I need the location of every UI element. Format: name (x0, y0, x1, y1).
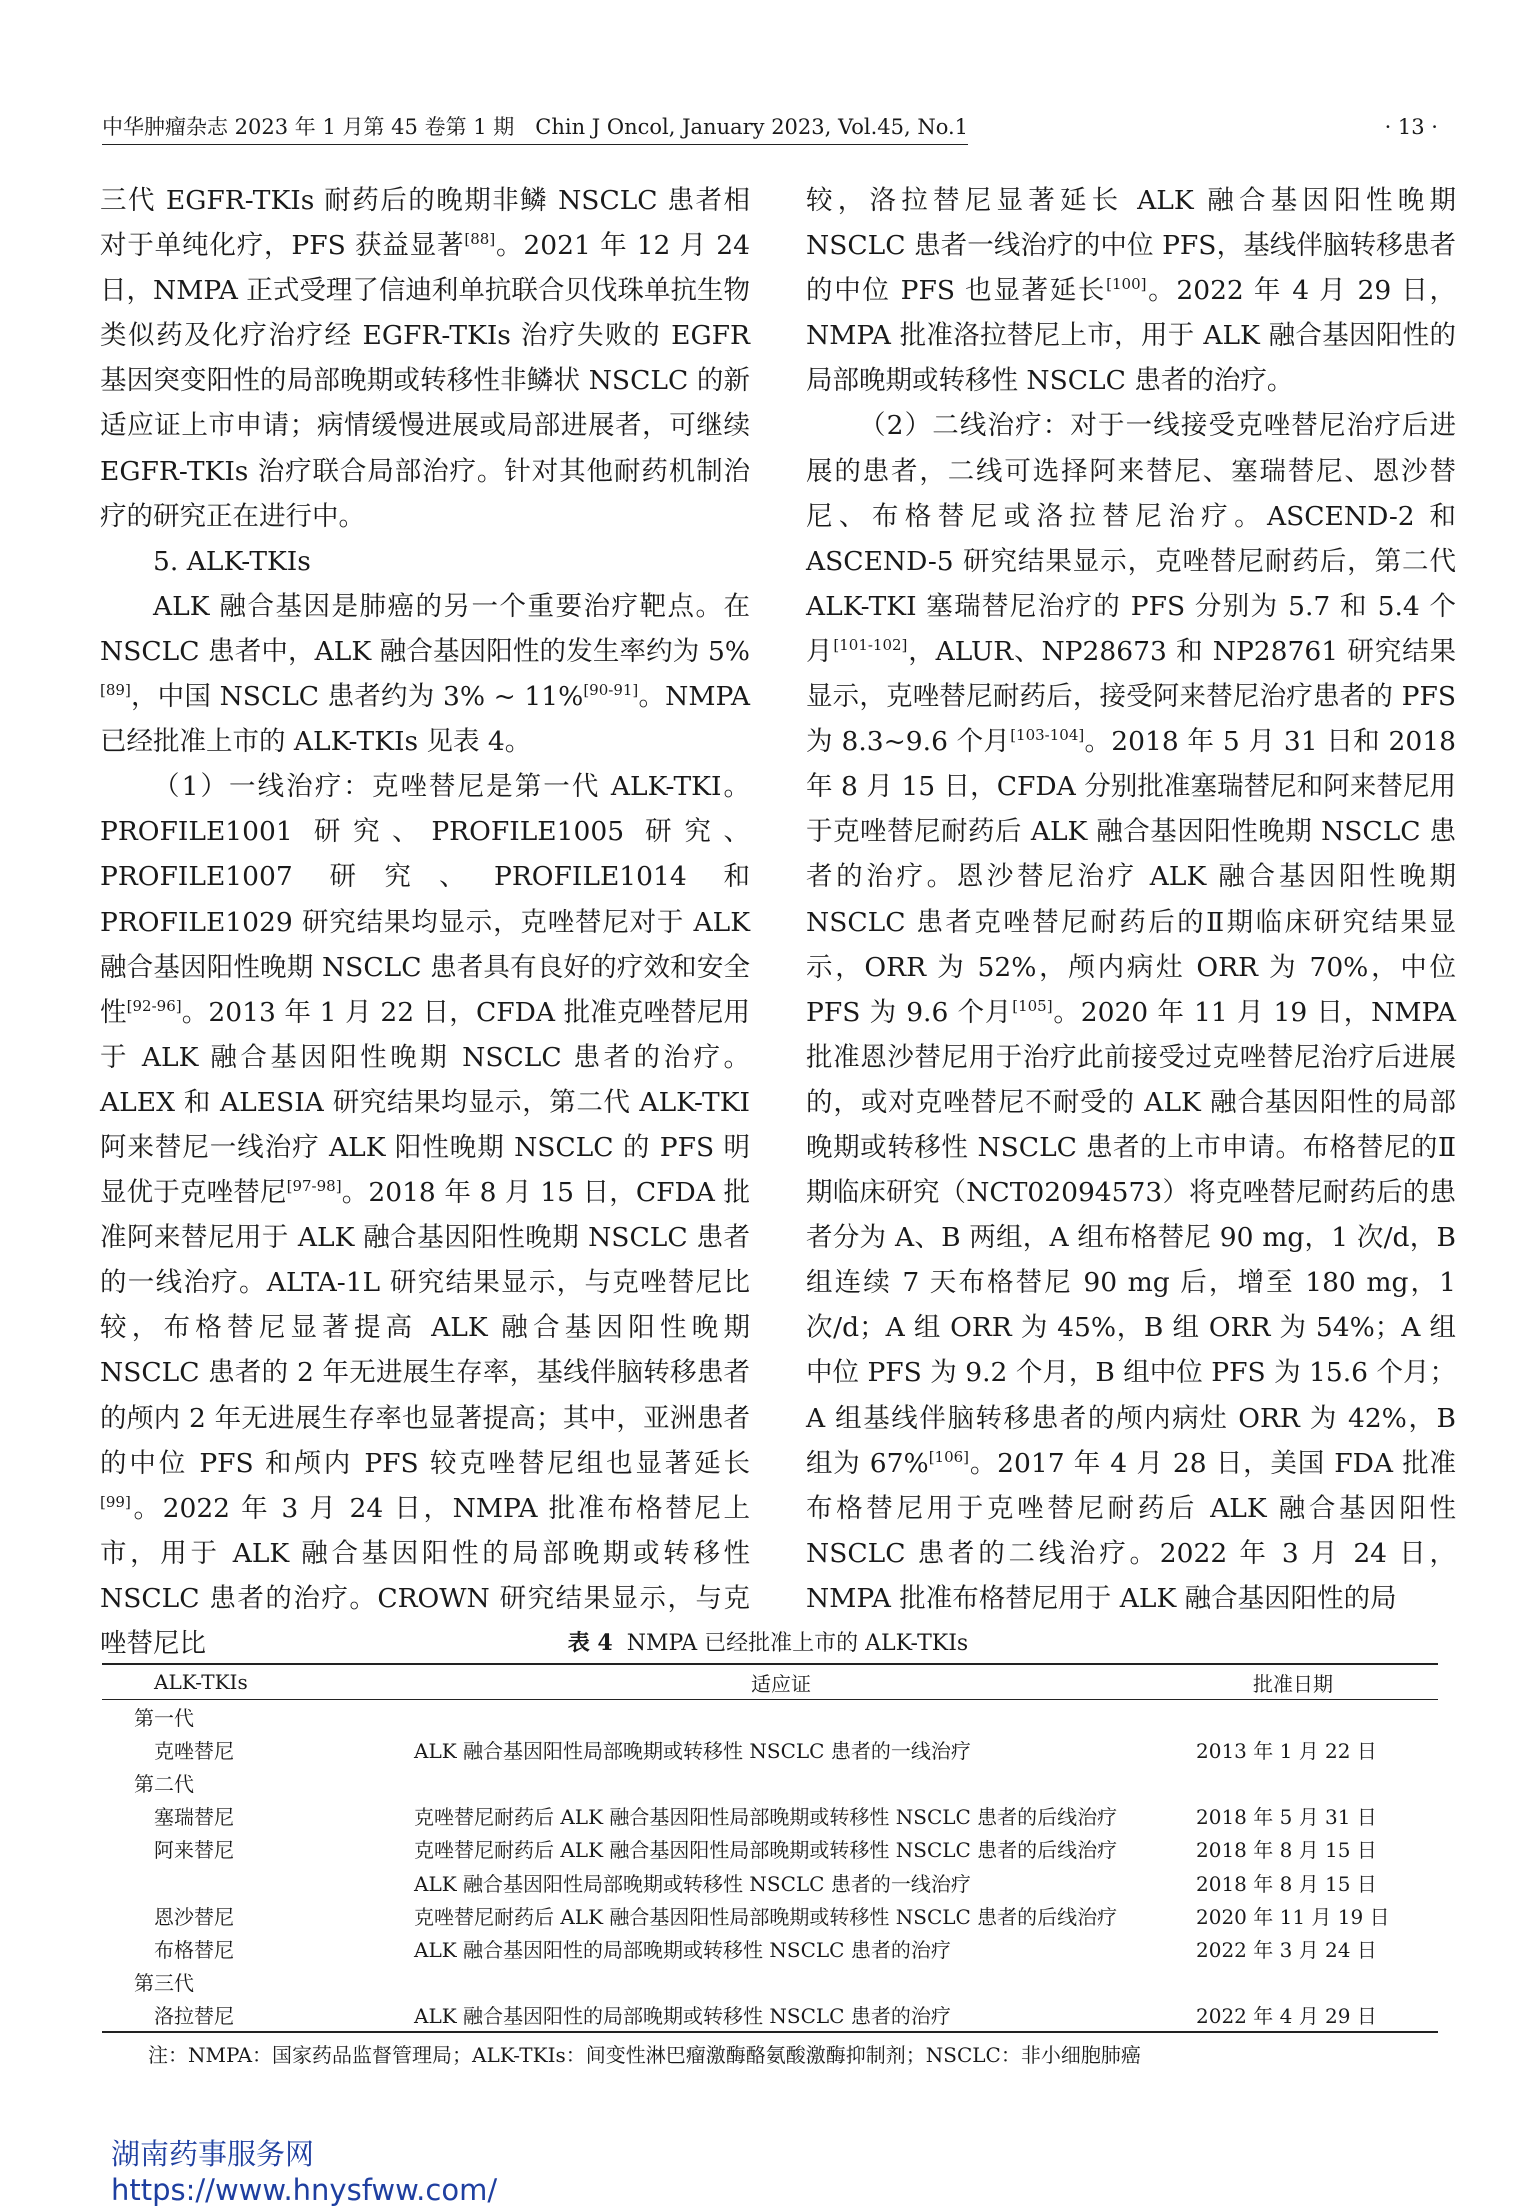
citation: [100] (1106, 275, 1147, 294)
drug-name: 克唑替尼 (154, 1739, 234, 1764)
drug-name: 洛拉替尼 (102, 1998, 414, 2032)
drug-name: 布格替尼 (154, 1937, 234, 1962)
citation: [90-91] (583, 681, 639, 700)
table-row (102, 1899, 1438, 1932)
generation-label: 第三代 (134, 1970, 194, 1995)
alk-tki-table (102, 1663, 1438, 2033)
citation: [88] (464, 230, 496, 249)
paragraph: ALK 融合基因是肺癌的另一个重要治疗靶点。在 NSCLC 患者中，ALK 融合基因阳性的发生率约为 5%[89]，中国 NSCLC 患者约为 3% ~ 11%[90-91]。NMPA 已经批准上市的 ALK-TKIs 见表 4。 (100, 590, 750, 758)
indication: ALK 融合基因阳性的局部晚期或转移性 NSCLC 患者的治疗 (414, 1937, 951, 1962)
indication: ALK 融合基因阳性局部晚期或转移性 NSCLC 患者的一线治疗 (414, 1871, 971, 1896)
section-heading: 5. ALK-TKIs (153, 545, 311, 577)
generation-label: 第一代 (134, 1706, 194, 1731)
drug-name: 恩沙替尼 (154, 1904, 234, 1929)
column-header: 适应证 (414, 1664, 1148, 1700)
table-label: 表 4 (567, 1630, 613, 1656)
drug-name: 塞瑞替尼 (154, 1805, 234, 1830)
table-footnote: 注：NMPA：国家药品监督管理局；ALK-TKIs：间变性淋巴瘤激酶酪氨酸激酶抑制剂；NSCLC：非小细胞肺癌 (148, 2043, 1141, 2067)
citation: [99] (100, 1492, 131, 1511)
approval-date: 2018 年 8 月 15 日 (1196, 1838, 1377, 1863)
watermark-url[interactable]: https://www.hnysfww.com/ (111, 2173, 498, 2207)
table-row (102, 1766, 1438, 1799)
generation-label: 第二代 (134, 1772, 194, 1797)
table-row (102, 1932, 1438, 1965)
citation: [101-102] (833, 636, 908, 655)
citation: [89] (100, 681, 131, 700)
citation: [92-96] (126, 996, 182, 1015)
watermark-site-name: 湖南药事服务网 (111, 2137, 315, 2171)
indication: ALK 融合基因阳性局部晚期或转移性 NSCLC 患者的一线治疗 (414, 1739, 971, 1764)
table-title: NMPA 已经批准上市的 ALK-TKIs (626, 1631, 969, 1656)
indication: 克唑替尼耐药后 ALK 融合基因阳性局部晚期或转移性 NSCLC 患者的后线治疗 (414, 1904, 1118, 1929)
citation: [103-104] (1010, 726, 1085, 745)
citation: [105] (1012, 996, 1053, 1015)
indication: 克唑替尼耐药后 ALK 融合基因阳性局部晚期或转移性 NSCLC 患者的后线治疗 (414, 1838, 1118, 1863)
table-header-row (102, 1664, 1438, 1700)
citation: [97-98] (286, 1177, 342, 1196)
table-row (102, 1865, 1438, 1898)
approval-date: 2022 年 4 月 29 日 (1148, 1998, 1438, 2032)
approval-date: 2018 年 8 月 15 日 (1196, 1871, 1377, 1896)
left-column (100, 178, 750, 1666)
paragraph: 三代 EGFR-TKIs 耐药后的晚期非鳞 NSCLC 患者相对于单纯化疗，PFS 获益显著[88]。2021 年 12 月 24 日，NMPA 正式受理了信迪利单抗联合贝伐珠单抗生物类似药及化疗治疗经 EGFR-TKIs 治疗失败的 EGFR 基因突变阳性的局部晚期或转移性非鳞状 NSCLC 的新适应证上市申请；病情缓慢进展或局部进展者，可继续 EGFR-TKIs 治疗联合局部治疗。针对其他耐药机制治疗的研究正在进行中。 (100, 185, 751, 532)
table-caption (0, 1628, 1536, 1659)
approval-date: 2020 年 11 月 19 日 (1196, 1904, 1390, 1929)
column-header: 批准日期 (1148, 1664, 1438, 1700)
table-row (102, 1799, 1438, 1832)
paragraph: （1）一线治疗：克唑替尼是第一代 ALK-TKI。PROFILE1001 研究、PROFILE1005 研究、PROFILE1007 研究、PROFILE1014 和 PROFILE1029 研究结果均显示，克唑替尼对于 ALK 融合基因阳性晚期 NSCLC 患者具有良好的疗效和安全性[92-96]。2013 年 1 月 22 日，CFDA 批准克唑替尼用于 ALK 融合基因阳性晚期 NSCLC 患者的治疗。ALEX 和 ALESIA 研究结果均显示，第二代 ALK-TKI 阿来替尼一线治疗 ALK 阳性晚期 NSCLC 的 PFS 明显优于克唑替尼[97-98]。2018 年 8 月 15 日，CFDA 批准阿来替尼用于 ALK 融合基因阳性晚期 NSCLC 患者的一线治疗。ALTA-1L 研究结果显示，与克唑替尼比较，布格替尼显著提高 ALK 融合基因阳性晚期 NSCLC 患者的 2 年无进展生存率，基线伴脑转移患者的颅内 2 年无进展生存率也显著提高；其中，亚洲患者的中位 PFS 和颅内 PFS 较克唑替尼组也显著延长[99]。2022 年 3 月 24 日，NMPA 批准布格替尼上市，用于 ALK 融合基因阳性的局部晚期或转移性 NSCLC 患者的治疗。CROWN 研究结果显示，与克唑替尼比 (100, 771, 751, 1659)
paragraph: 较，洛拉替尼显著延长 ALK 融合基因阳性晚期 NSCLC 患者一线治疗的中位 PFS，基线伴脑转移患者的中位 PFS 也显著延长[100]。2022 年 4 月 29 日，NMPA 批准洛拉替尼上市，用于 ALK 融合基因阳性的局部晚期或转移性 NSCLC 患者的治疗。 (806, 185, 1457, 397)
table-row (102, 1733, 1438, 1766)
drug-name: 阿来替尼 (154, 1838, 234, 1863)
paragraph: （2）二线治疗：对于一线接受克唑替尼治疗后进展的患者，二线可选择阿来替尼、塞瑞替尼、恩沙替尼、布格替尼或洛拉替尼治疗。ASCEND-2 和 ASCEND-5 研究结果显示，克唑替尼耐药后，第二代 ALK-TKI 塞瑞替尼治疗的 PFS 分别为 5.7 和 5.4 个月[101-102]，ALUR、NP28673 和 NP28761 研究结果显示，克唑替尼耐药后，接受阿来替尼治疗患者的 PFS 为 8.3~9.6 个月[103-104]。2018 年 5 月 31 日和 2018 年 8 月 15 日，CFDA 分别批准塞瑞替尼和阿来替尼用于克唑替尼耐药后 ALK 融合基因阳性晚期 NSCLC 患者的治疗。恩沙替尼治疗 ALK 融合基因阳性晚期 NSCLC 患者克唑替尼耐药后的Ⅱ期临床研究结果显示，ORR 为 52%，颅内病灶 ORR 为 70%，中位 PFS 为 9.6 个月[105]。2020 年 11 月 19 日，NMPA 批准恩沙替尼用于治疗此前接受过克唑替尼治疗后进展的，或对克唑替尼不耐受的 ALK 融合基因阳性的局部晚期或转移性 NSCLC 患者的上市申请。布格替尼的Ⅱ期临床研究（NCT02094573）将克唑替尼耐药后的患者分为 A、B 两组，A 组布格替尼 90 mg，1 次/d，B 组连续 7 天布格替尼 90 mg 后，增至 180 mg，1 次/d；A 组 ORR 为 45%，B 组 ORR 为 54%；A 组中位 PFS 为 9.2 个月，B 组中位 PFS 为 15.6 个月；A 组基线伴脑转移患者的颅内病灶 ORR 为 42%，B 组为 67%[106]。2017 年 4 月 28 日，美国 FDA 批准布格替尼用于克唑替尼耐药后 ALK 融合基因阳性 NSCLC 患者的二线治疗。2022 年 3 月 24 日，NMPA 批准布格替尼用于 ALK 融合基因阳性的局 (806, 410, 1456, 1614)
right-column (806, 178, 1456, 1621)
drug-name (102, 1865, 414, 1898)
table-row (102, 1998, 1438, 2032)
journal-citation: 中华肿瘤杂志 2023 年 1 月第 45 卷第 1 期 Chin J Oncol, January 2023, Vol.45, No.1 (102, 112, 968, 145)
approval-date: 2018 年 5 月 31 日 (1196, 1805, 1377, 1830)
page-number: · 13 · (1384, 115, 1438, 139)
indication: ALK 融合基因阳性的局部晚期或转移性 NSCLC 患者的治疗 (414, 1998, 1148, 2032)
column-header: ALK-TKIs (102, 1664, 414, 1700)
approval-date: 2022 年 3 月 24 日 (1196, 1937, 1377, 1962)
table-row (102, 1965, 1438, 1998)
table-row (102, 1832, 1438, 1865)
running-header (102, 112, 1438, 144)
approval-date: 2013 年 1 月 22 日 (1196, 1739, 1377, 1764)
table-row (102, 1700, 1438, 1734)
citation: [106] (928, 1447, 970, 1466)
indication: 克唑替尼耐药后 ALK 融合基因阳性局部晚期或转移性 NSCLC 患者的后线治疗 (414, 1805, 1118, 1830)
